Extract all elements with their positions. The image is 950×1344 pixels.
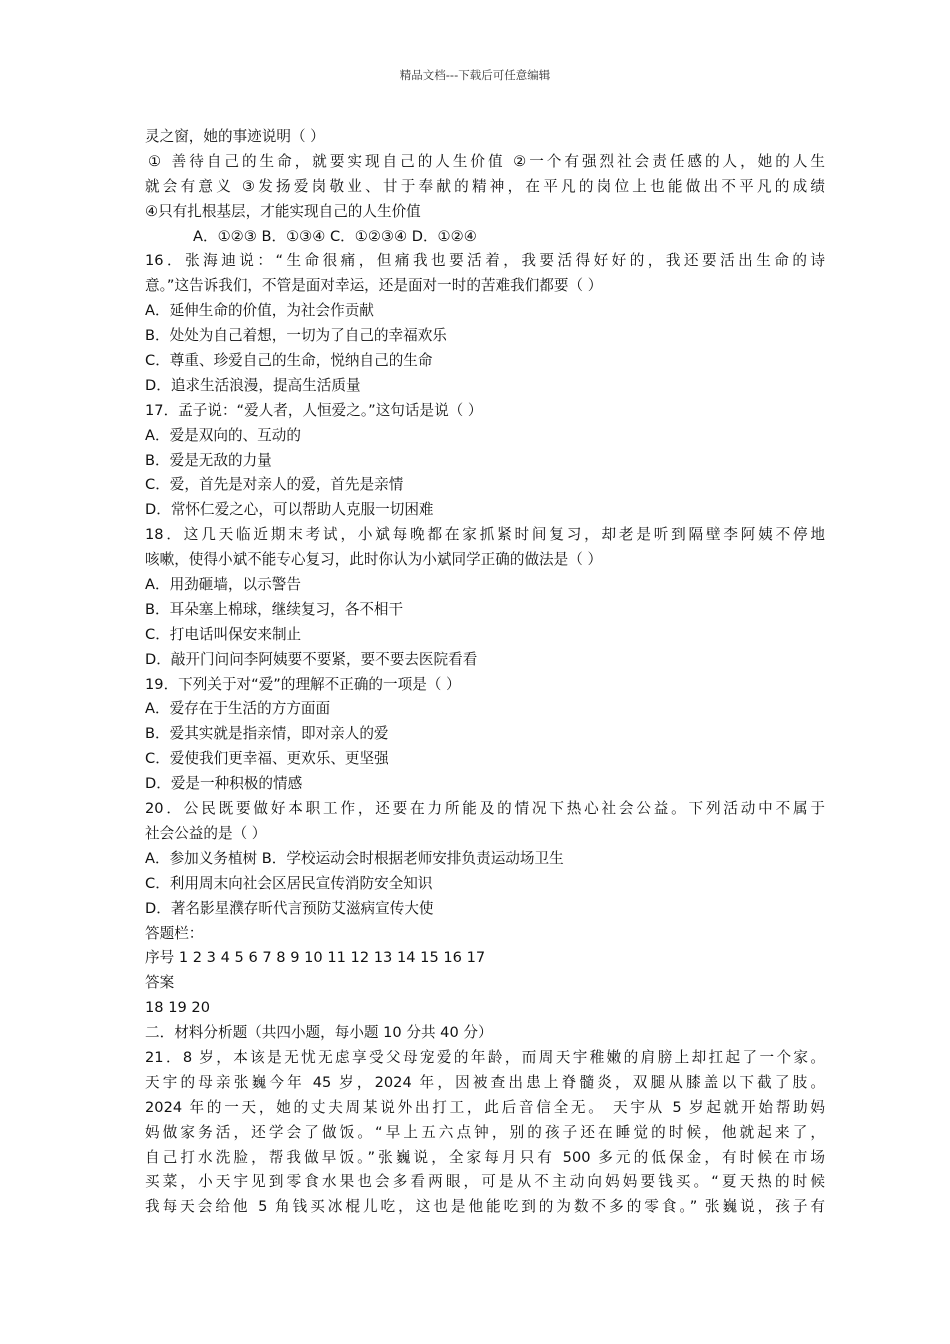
answer-options: A．①②③ B．①③④ C．①②③④ D．①②④ — [193, 227, 477, 245]
option-d: D．爱是一种积极的情感 — [145, 775, 303, 793]
option-c: C．爱使我们更幸福、更欢乐、更坚强 — [145, 750, 389, 768]
option-a: A．延伸生命的价值，为社会作贡献 — [145, 302, 374, 320]
option-b: B．处处为自己着想，一切为了自己的幸福欢乐 — [145, 327, 447, 345]
option-b: B．爱其实就是指亲情，即对亲人的爱 — [145, 725, 389, 743]
text-line: 自己打水洗脸，帮我做早饭。”张巍说，全家每月只有 500 多元的低保金，有时候在市场 — [145, 1148, 825, 1166]
question-17: 17．孟子说：“爱人者，人恒爱之。”这句话是说（ ） — [145, 401, 483, 419]
option-d: D．敲开门问问李阿姨要不要紧，要不要去医院看看 — [145, 650, 478, 668]
option-a: A．用劲砸墙，以示警告 — [145, 576, 301, 594]
option-a: A．爱存在于生活的方方面面 — [145, 700, 331, 718]
option-c: C．爱，首先是对亲人的爱，首先是亲情 — [145, 476, 404, 494]
text-line: 社会公益的是（ ） — [145, 824, 267, 842]
option-b: B．耳朵塞上棉球，继续复习，各不相干 — [145, 600, 404, 618]
question-20: 20．公民既要做好本职工作，还要在力所能及的情况下热心社会公益。下列活动中不属于 — [145, 800, 825, 818]
text-line: 咳嗽，使得小斌不能专心复习，此时你认为小斌同学正确的做法是（ ） — [145, 551, 603, 569]
text-line: ① 善待自己的生命，就要实现自己的人生价值 ②一个有强烈社会责任感的人，她的人生 — [148, 152, 825, 170]
option-a-b: A．参加义务植树 B．学校运动会时根据老师安排负责运动场卫生 — [145, 849, 564, 867]
question-21: 21．8 岁，本该是无忧无虑享受父母宠爱的年龄，而周天宇稚嫩的肩膀上却扛起了一个家。 — [145, 1048, 825, 1066]
option-d: D．著名影星濮存昕代言预防艾滋病宣传大使 — [145, 899, 434, 917]
option-c: C．打电话叫保安来制止 — [145, 625, 302, 643]
answer-sheet-numbers-2: 18 19 20 — [145, 999, 210, 1017]
option-d: D．追求生活浪漫，提高生活质量 — [145, 376, 361, 394]
question-16: 16．张海迪说：“生命很痛，但痛我也要活着，我要活得好好的，我还要活出生命的诗 — [145, 252, 825, 270]
text-line: 我每天会给他 5 角钱买冰棍儿吃，这也是他能吃到的为数不多的零食。” 张巍说，孩子有 — [145, 1198, 825, 1216]
text-line: 天宇的母亲张巍今年 45 岁，2024 年，因被查出患上脊髓炎，双腿从膝盖以下截了肢。 — [145, 1073, 825, 1091]
page-header: 精品文档---下载后可任意编辑 — [399, 68, 551, 82]
text-line: 意。”这告诉我们，不管是面对幸运，还是面对一时的苦难我们都要（ ） — [145, 277, 603, 295]
answer-sheet-label: 答题栏： — [145, 924, 204, 942]
text-line: 灵之窗，她的事迹说明（ ） — [145, 128, 325, 145]
document-body — [145, 125, 825, 1220]
option-b: B．爱是无敌的力量 — [145, 451, 272, 469]
text-line: 妈做家务活，还学会了做饭。“早上五六点钟，别的孩子还在睡觉的时候，他就起来了， — [145, 1123, 825, 1141]
question-18: 18．这几天临近期末考试，小斌每晚都在家抓紧时间复习，却老是听到隔壁李阿姨不停地 — [145, 526, 825, 544]
answer-sheet-answers: 答案 — [145, 974, 175, 992]
section-heading: 二．材料分析题（共四小题，每小题 10 分共 40 分） — [145, 1024, 493, 1042]
question-19: 19．下列关于对“爱”的理解不正确的一项是（ ） — [145, 675, 461, 693]
text-line: 2024 年的一天，她的丈夫周某说外出打工，此后音信全无。 天宇从 5 岁起就开始帮助妈 — [145, 1098, 825, 1116]
option-d: D．常怀仁爱之心，可以帮助人克服一切困难 — [145, 501, 434, 519]
option-c: C．尊重、珍爱自己的生命，悦纳自己的生命 — [145, 352, 433, 370]
text-line: 买菜，小天宇见到零食水果也会多看两眼，可是从不主动向妈妈要钱买。“夏天热的时候 — [145, 1173, 825, 1191]
option-a: A．爱是双向的、互动的 — [145, 426, 301, 444]
text-line: 就会有意义 ③发扬爱岗敬业、甘于奉献的精神，在平凡的岗位上也能做出不平凡的成绩 — [145, 177, 825, 195]
answer-sheet-numbers: 序号 1 2 3 4 5 6 7 8 9 10 11 12 13 14 15 16 17 — [145, 949, 486, 967]
option-c: C．利用周末向社会区居民宣传消防安全知识 — [145, 874, 433, 892]
text-line: ④只有扎根基层，才能实现自己的人生价值 — [145, 202, 421, 220]
